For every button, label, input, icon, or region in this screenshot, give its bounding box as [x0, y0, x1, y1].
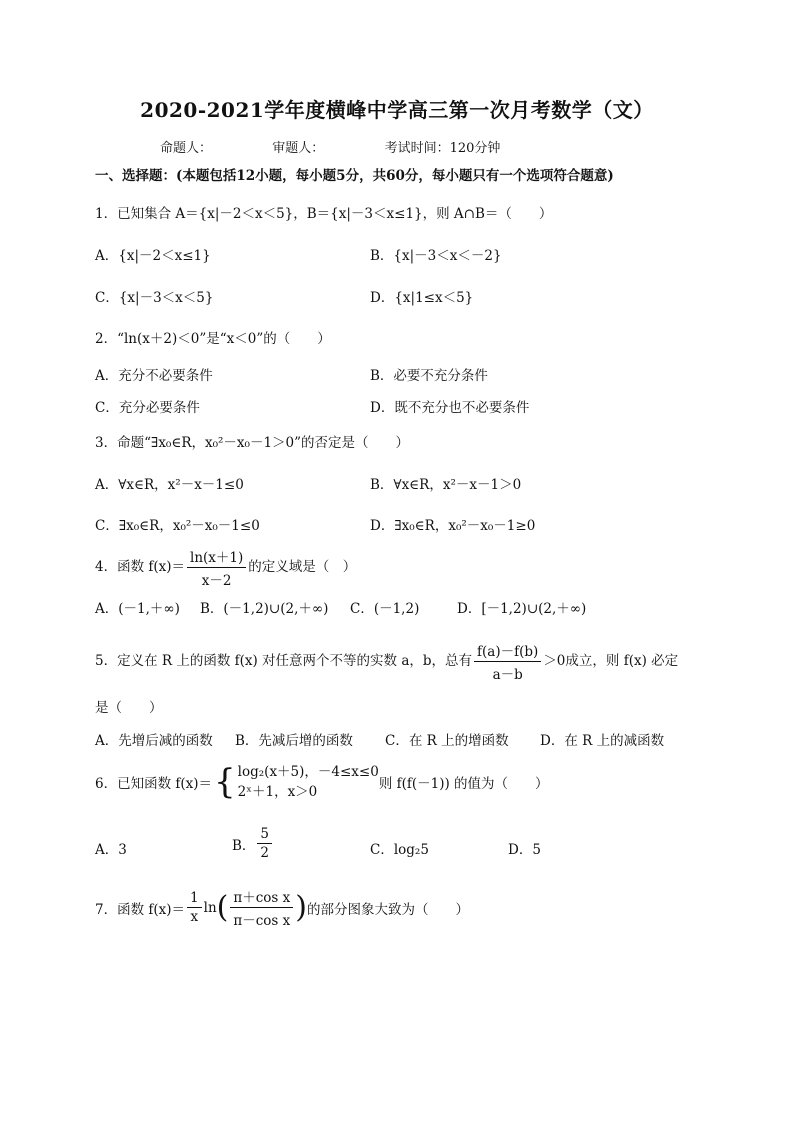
question-1-option-b: B．{x|－3＜x＜－2} [370, 248, 502, 264]
question-2-option-c: C．充分必要条件 [95, 400, 200, 416]
question-4-suffix: 的定义域是（ ） [248, 559, 357, 575]
question-5-stem [95, 640, 678, 683]
right-paren: ) [295, 890, 307, 925]
question-7-fraction [230, 886, 293, 929]
question-7-coefficient-numerator: 1 [187, 890, 202, 908]
question-3-option-d: D．∃x₀∈R，x₀²－x₀－1≥0 [370, 518, 536, 534]
piecewise-case-1: log₂(x＋5)，－4≤x≤0 [237, 764, 379, 780]
question-7-denominator: π－cos x [233, 913, 291, 929]
question-6-option-c: C．log₂5 [370, 842, 429, 858]
question-2-stem: 2．“ln(x＋2)＜0”是“x＜0”的（ ） [95, 331, 331, 347]
section-heading: 一、选择题：(本题包括12小题，每小题5分，共60分，每小题只有一个选项符合题意) [95, 168, 614, 184]
question-6-stem [95, 762, 549, 802]
question-3-stem: 3．命题“∃x₀∈R，x₀²－x₀－1＞0”的否定是（ ） [95, 435, 410, 451]
page-title: 2020-2021学年度横峰中学高三第一次月考数学（文） [140, 98, 654, 122]
question-6-prefix: 6．已知函数 f(x)＝ [95, 776, 213, 792]
left-paren: ( [216, 890, 229, 925]
question-5-option-a: A．先增后减的函数 [95, 733, 213, 749]
question-7-stem [95, 886, 469, 929]
question-5-prefix: 5．定义在 R 上的函数 f(x) 对任意两个不等的实数 a，b，总有 [95, 653, 473, 669]
question-1-option-c: C．{x|－3＜x＜5} [95, 290, 214, 306]
question-7-ln: ln [203, 899, 217, 916]
question-1-option-a: A．{x|－2＜x≤1} [95, 248, 211, 264]
question-2-option-a: A．充分不必要条件 [95, 368, 213, 384]
piecewise-case-2: 2ˣ＋1，x＞0 [237, 784, 318, 800]
question-5-option-d: D．在 R 上的减函数 [540, 733, 665, 749]
question-4-stem [95, 546, 356, 589]
question-6-option-b-denominator: 2 [260, 845, 270, 861]
question-5-numerator: f(a)－f(b) [474, 640, 541, 662]
question-5-option-b: B．先减后增的函数 [235, 733, 353, 749]
question-4-option-c: C．(－1,2) [350, 601, 420, 617]
piecewise-brace: { [214, 762, 236, 802]
question-1-option-d: D．{x|1≤x＜5} [370, 290, 474, 306]
exam-time: 考试时间：120分钟 [384, 141, 501, 156]
question-5-stem-line2: 是（ ） [95, 700, 163, 716]
question-5-option-c: C．在 R 上的增函数 [385, 733, 509, 749]
question-7-coefficient-denominator: x [190, 909, 199, 925]
question-4-option-d: D．[－1,2)∪(2,＋∞) [457, 601, 587, 617]
question-4-numerator: ln(x＋1) [187, 546, 246, 568]
question-7-coefficient [187, 890, 202, 925]
question-6-option-d: D．5 [508, 842, 541, 858]
question-5-denominator: a－b [492, 667, 523, 683]
reviewer-label: 审题人： [272, 141, 325, 156]
question-7-suffix: 的部分图象大致为（ ） [306, 901, 469, 918]
question-7-numerator: π＋cos x [230, 886, 293, 908]
question-1-stem: 1．已知集合 A＝{x|－2＜x＜5}，B＝{x|－3＜x≤1}，则 A∩B＝（ ） [95, 206, 553, 222]
piecewise-cases [238, 762, 379, 802]
author-label: 命题人： [160, 141, 213, 156]
question-4-prefix: 4．函数 f(x)＝ [95, 559, 186, 575]
question-2-option-b: B．必要不充分条件 [370, 368, 488, 384]
question-4-option-b: B．(－1,2)∪(2,＋∞) [200, 601, 329, 617]
question-6-option-a: A．3 [95, 842, 127, 858]
question-6-suffix: 则 f(f(－1)) 的值为（ ） [378, 776, 549, 792]
question-4-fraction [187, 546, 246, 589]
question-3-option-b: B．∀x∈R，x²－x－1＞0 [370, 477, 522, 493]
exam-meta [160, 137, 500, 156]
question-4-denominator: x－2 [201, 573, 232, 589]
question-6-option-b-fraction [257, 826, 272, 861]
question-6-option-b [232, 826, 274, 861]
question-7-prefix: 7．函数 f(x)＝ [95, 901, 186, 918]
question-6-option-b-numerator: 5 [257, 826, 272, 844]
question-6-option-b-label: B． [232, 837, 256, 854]
question-4-option-a: A．(－1,＋∞) [95, 601, 180, 617]
question-3-option-c: C．∃x₀∈R，x₀²－x₀－1≤0 [95, 518, 260, 534]
question-2-option-d: D．既不充分也不必要条件 [370, 400, 530, 416]
question-5-suffix: ＞0成立，则 f(x) 必定 [543, 653, 679, 669]
question-3-option-a: A．∀x∈R，x²－x－1≤0 [95, 477, 244, 493]
question-5-fraction [474, 640, 541, 683]
